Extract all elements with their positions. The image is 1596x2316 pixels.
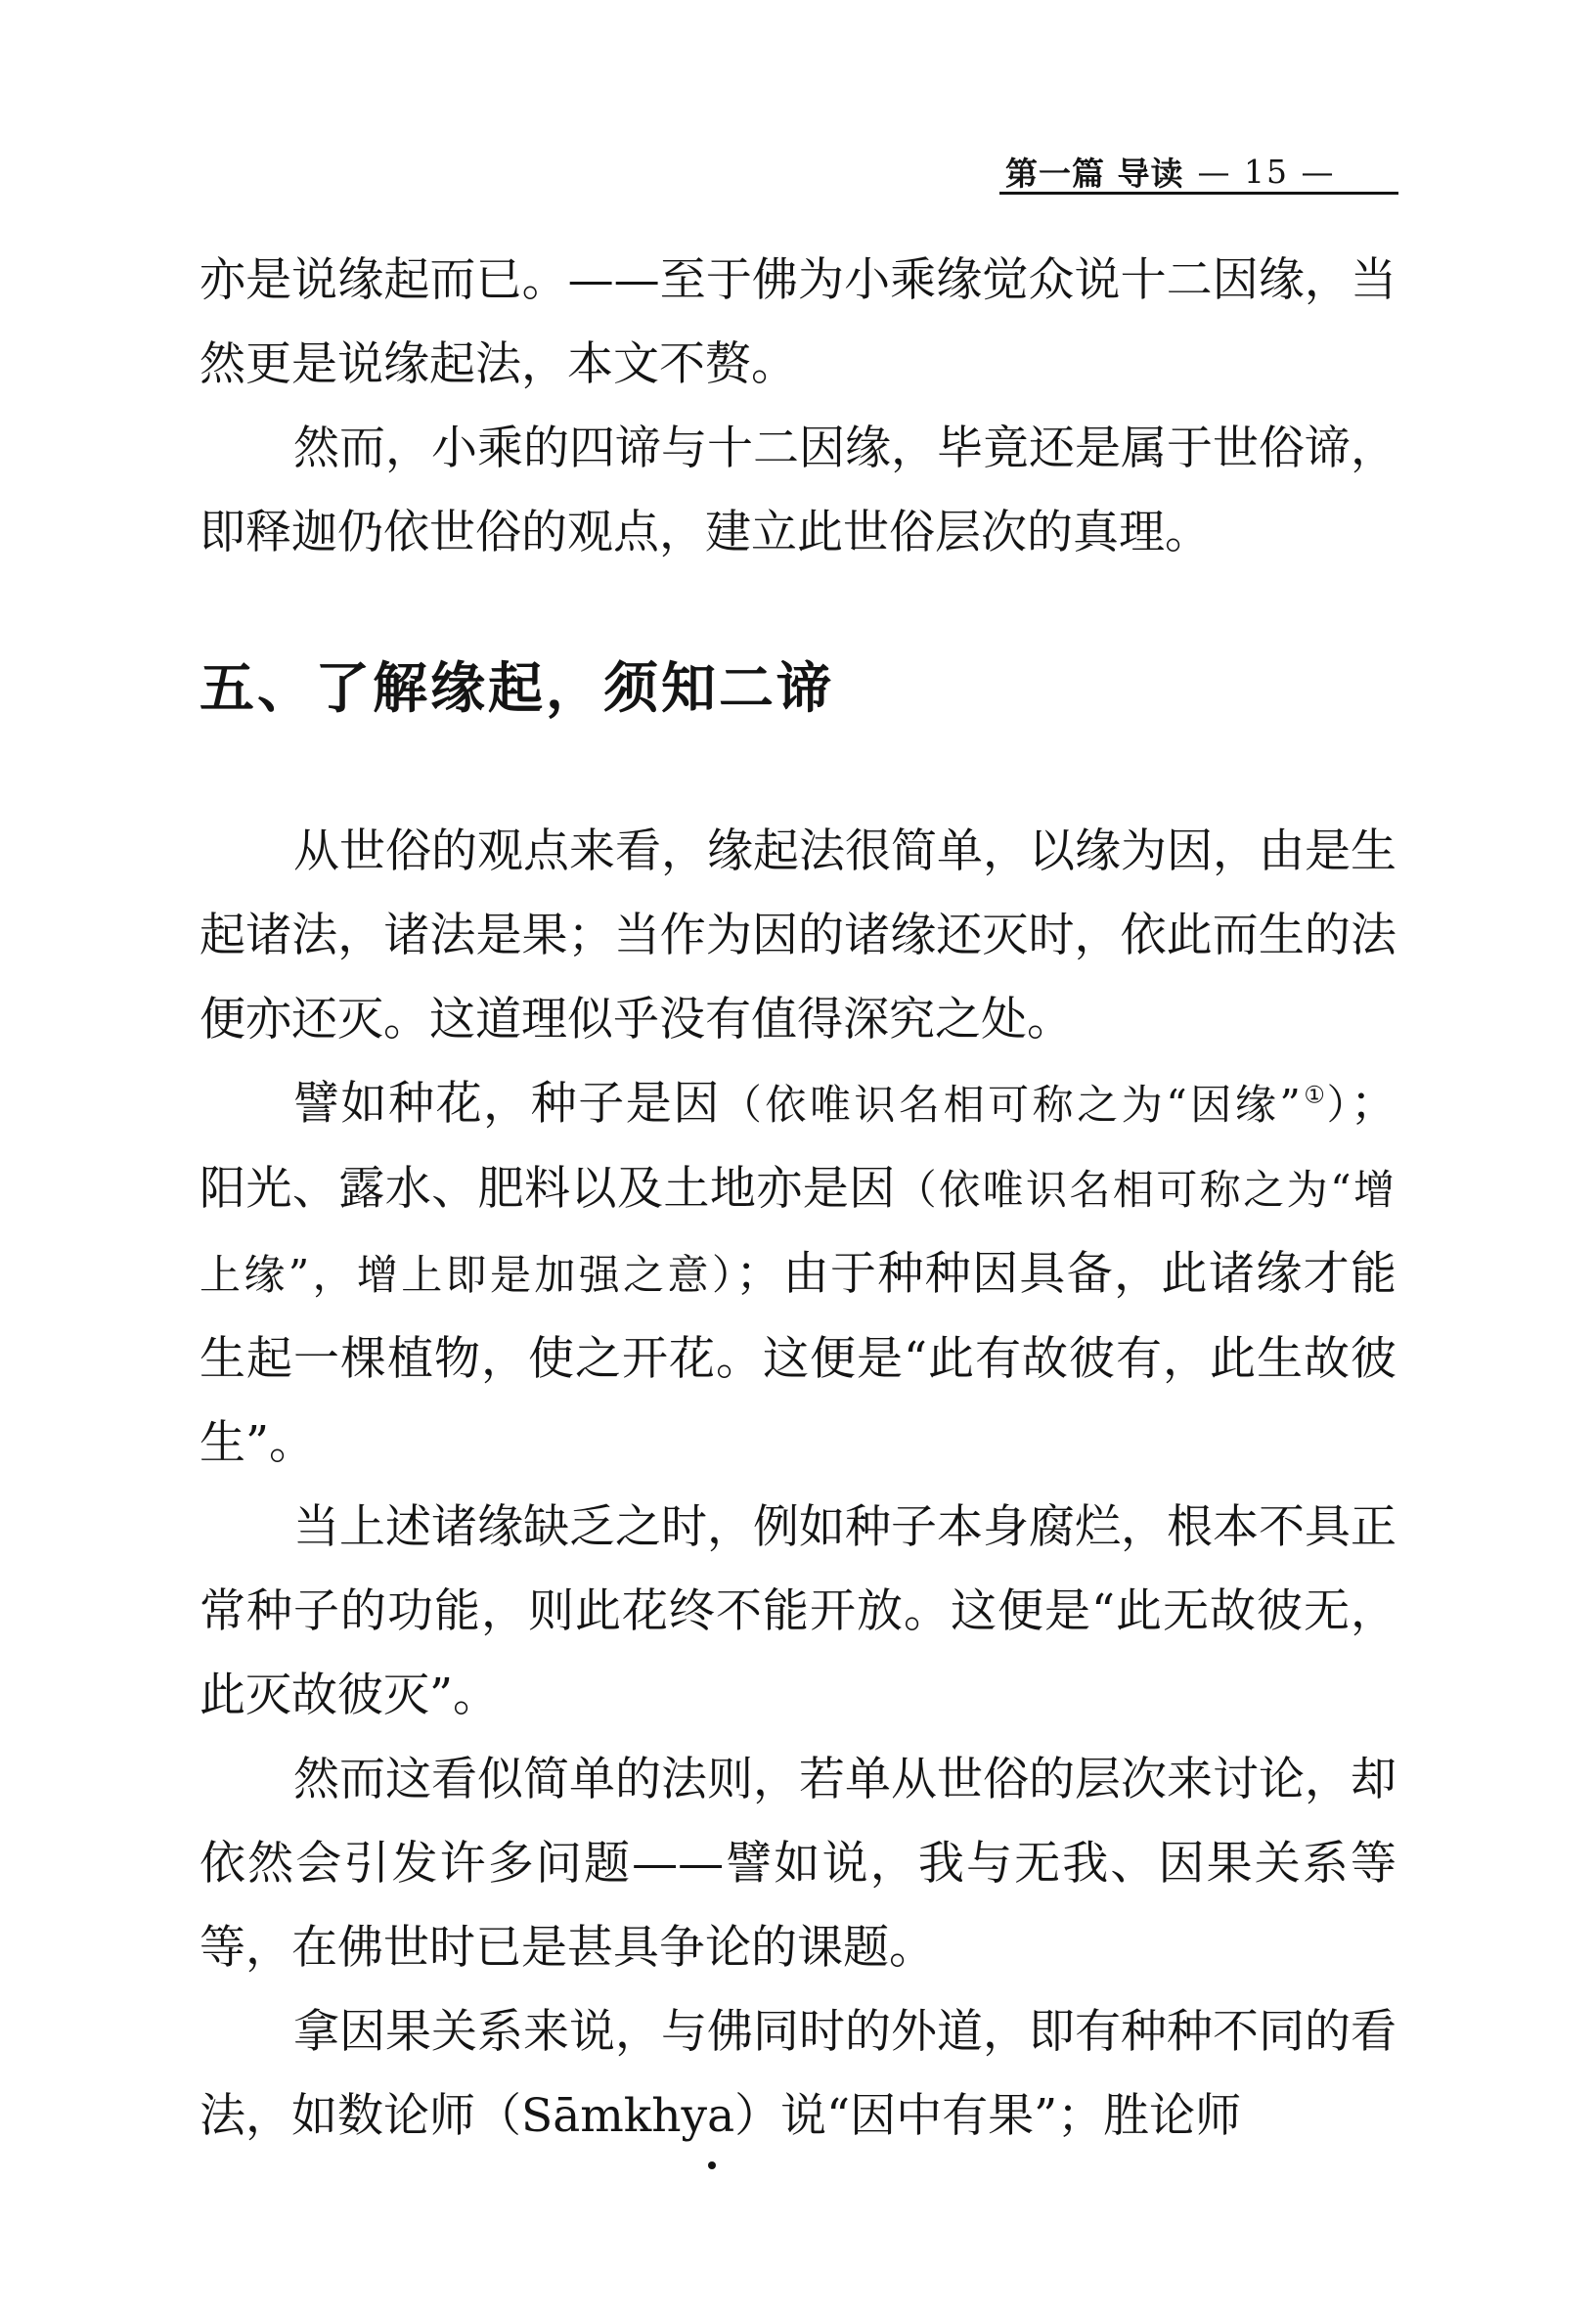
paragraph-worldly-truth: 然而，小乘的四谛与十二因缘，毕竟还是属于世俗谛，即释迦仍依世俗的观点，建立此世俗层次的真理。 xyxy=(200,422,1396,559)
page-number: — 15 — xyxy=(1197,152,1336,191)
flower-text-2: ；阳光、露水、肥料以及土地亦是因 xyxy=(200,1077,1397,1216)
paragraph-intro: 从世俗的观点来看，缘起法很简单，以缘为因，由是生起诸法，诸法是果；当作为因的诸缘还灭时，依此而生的法便亦还灭。这道理似乎没有值得深究之处。 xyxy=(200,824,1396,1047)
flower-text-1: 譬如种花，种子是因 xyxy=(293,1077,721,1131)
footnote-marker: ① xyxy=(1302,1081,1327,1109)
paragraph-decay: 当上述诸缘缺乏之时，例如种子本身腐烂，根本不具正常种子的功能，则此花终不能开放。这便是“此无故彼无，此灭故彼灭”。 xyxy=(200,1500,1396,1722)
text-block-top xyxy=(200,239,1396,575)
section-heading: 五、了解缘起，须知二谛 xyxy=(200,657,834,721)
paragraph-causality: 拿因果关系来说，与佛同时的外道，即有种种不同的看法，如数论师（Sāmkhya）说“因中有果”；胜论师 xyxy=(200,2005,1396,2143)
paragraph-continued: 亦是说缘起而已。——至于佛为小乘缘觉众说十二因缘，当然更是说缘起法，本文不赘。 xyxy=(200,253,1396,391)
text-block-main xyxy=(200,810,1396,2159)
header-rule xyxy=(999,192,1398,195)
flower-text-3: ；由于种种因具备，此诸缘才能生起一棵植物，使之开花。这便是“此有故彼有，此生故彼生”。 xyxy=(200,1247,1396,1470)
print-dot-mark xyxy=(708,2161,716,2169)
annotation-dominant-condition: （依唯识名相可称之为“增上缘”，增上即是加强之意） xyxy=(200,1166,1397,1299)
header-section-title: 第一篇 导读 xyxy=(1005,154,1184,193)
annotation-cause: （依唯识名相可称之为“因缘” xyxy=(720,1081,1303,1129)
annotation-cause-close: ） xyxy=(1326,1081,1352,1129)
paragraph-flower-example xyxy=(200,1062,1396,1486)
running-header xyxy=(1005,147,1396,196)
paragraph-problems: 然而这看似简单的法则，若单从世俗的层次来讨论，却依然会引发许多问题——譬如说，我与无我、因果关系等等，在佛世时已是甚具争论的课题。 xyxy=(200,1753,1396,1975)
